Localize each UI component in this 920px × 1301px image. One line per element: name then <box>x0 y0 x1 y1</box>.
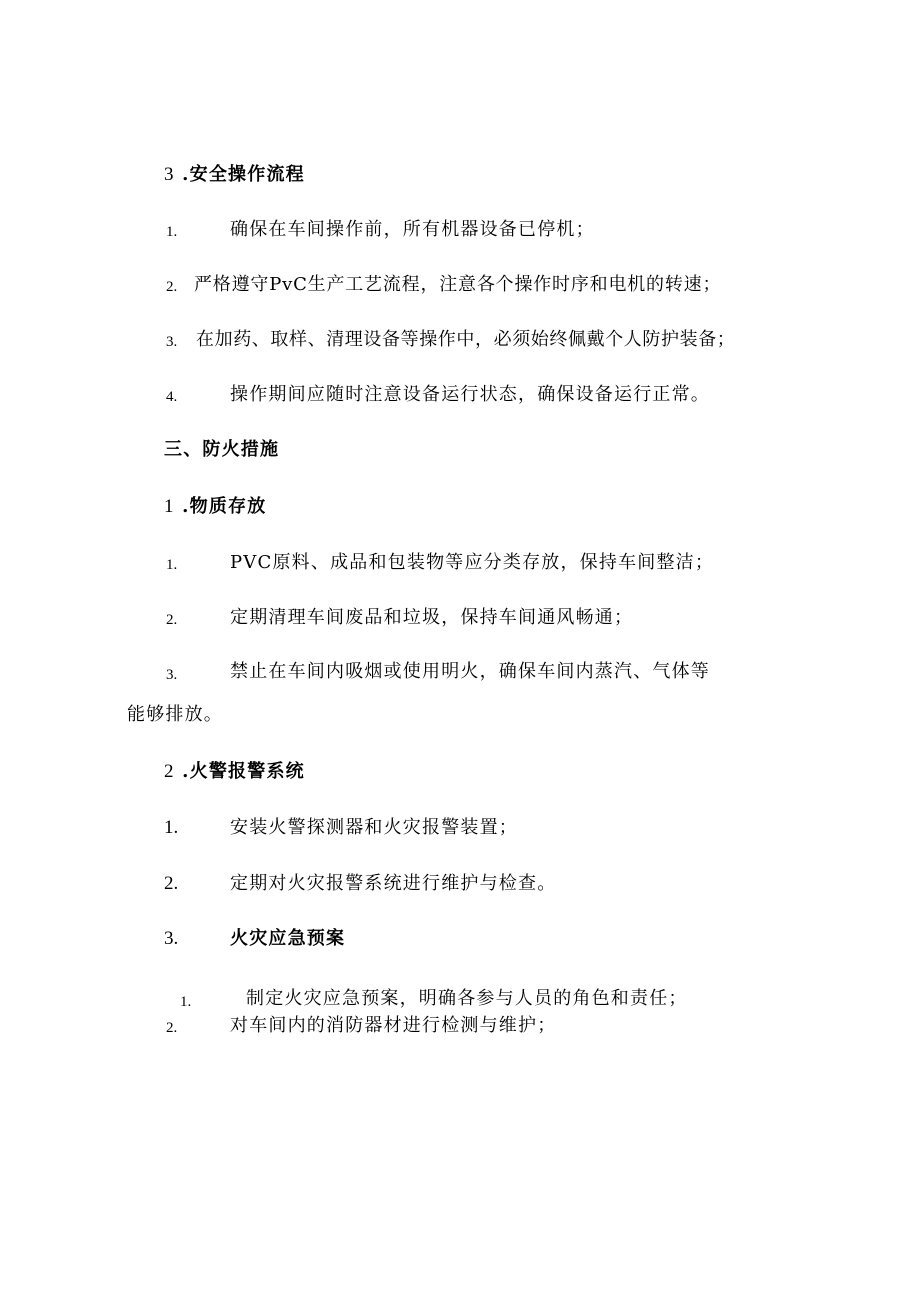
list-item-text: 在加药、取样、清理设备等操作中，必须始终佩戴个人防护装备； <box>196 329 736 350</box>
heading-text: .物质存放 <box>182 496 267 517</box>
list-item-text: 对车间内的消防器材进行检测与维护； <box>230 1015 557 1036</box>
heading-text: .火警报警系统 <box>182 761 305 782</box>
list-number: 2. <box>166 1020 178 1036</box>
list-item-text: 定期清理车间废品和垃圾，保持车间通风畅通； <box>230 607 634 628</box>
list-number: 2. <box>166 279 178 295</box>
list-number: 1. <box>180 994 192 1010</box>
list-item-text: 安装火警探测器和火灾报警装置； <box>230 817 518 838</box>
list-item-text: 操作期间应随时注意设备运行状态，确保设备运行正常。 <box>230 384 710 405</box>
heading-number: 3. <box>164 928 179 949</box>
list-item-text: 严格遵守PvC生产工艺流程，注意各个操作时序和电机的转速； <box>194 274 722 295</box>
heading-text: .安全操作流程 <box>182 164 305 185</box>
list-number: 2. <box>164 873 179 894</box>
section-heading-fire-emergency-plan: 火灾应急预案 <box>230 928 346 949</box>
list-number: 1. <box>166 224 178 240</box>
section-heading-fire-alarm-system <box>164 760 305 784</box>
heading-number: 2 <box>164 761 175 782</box>
heading-number: 1 <box>164 496 175 517</box>
list-item-continuation: 能够排放。 <box>127 704 223 725</box>
list-item-text: 确保在车间操作前，所有机器设备已停机； <box>230 219 595 240</box>
section-heading-material-storage <box>164 495 266 519</box>
list-number: 3. <box>166 667 178 683</box>
list-item-text: 禁止在车间内吸烟或使用明火，确保车间内蒸汽、气体等 <box>230 661 710 682</box>
list-item-text: 制定火灾应急预案，明确各参与人员的角色和责任； <box>246 988 688 1009</box>
part-heading-fire-prevention: 三、防火措施 <box>164 439 280 460</box>
list-number: 1. <box>164 817 179 838</box>
list-item-text: PVC原料、成品和包装物等应分类存放，保持车间整洁； <box>230 552 715 573</box>
list-number: 4. <box>166 389 178 405</box>
heading-number: 3 <box>164 164 175 185</box>
list-number: 2. <box>166 612 178 628</box>
list-item-text: 定期对火灾报警系统进行维护与检查。 <box>230 873 557 894</box>
section-heading-safety-operation <box>164 163 305 187</box>
list-number: 1. <box>166 557 178 573</box>
list-number: 3. <box>166 334 178 350</box>
